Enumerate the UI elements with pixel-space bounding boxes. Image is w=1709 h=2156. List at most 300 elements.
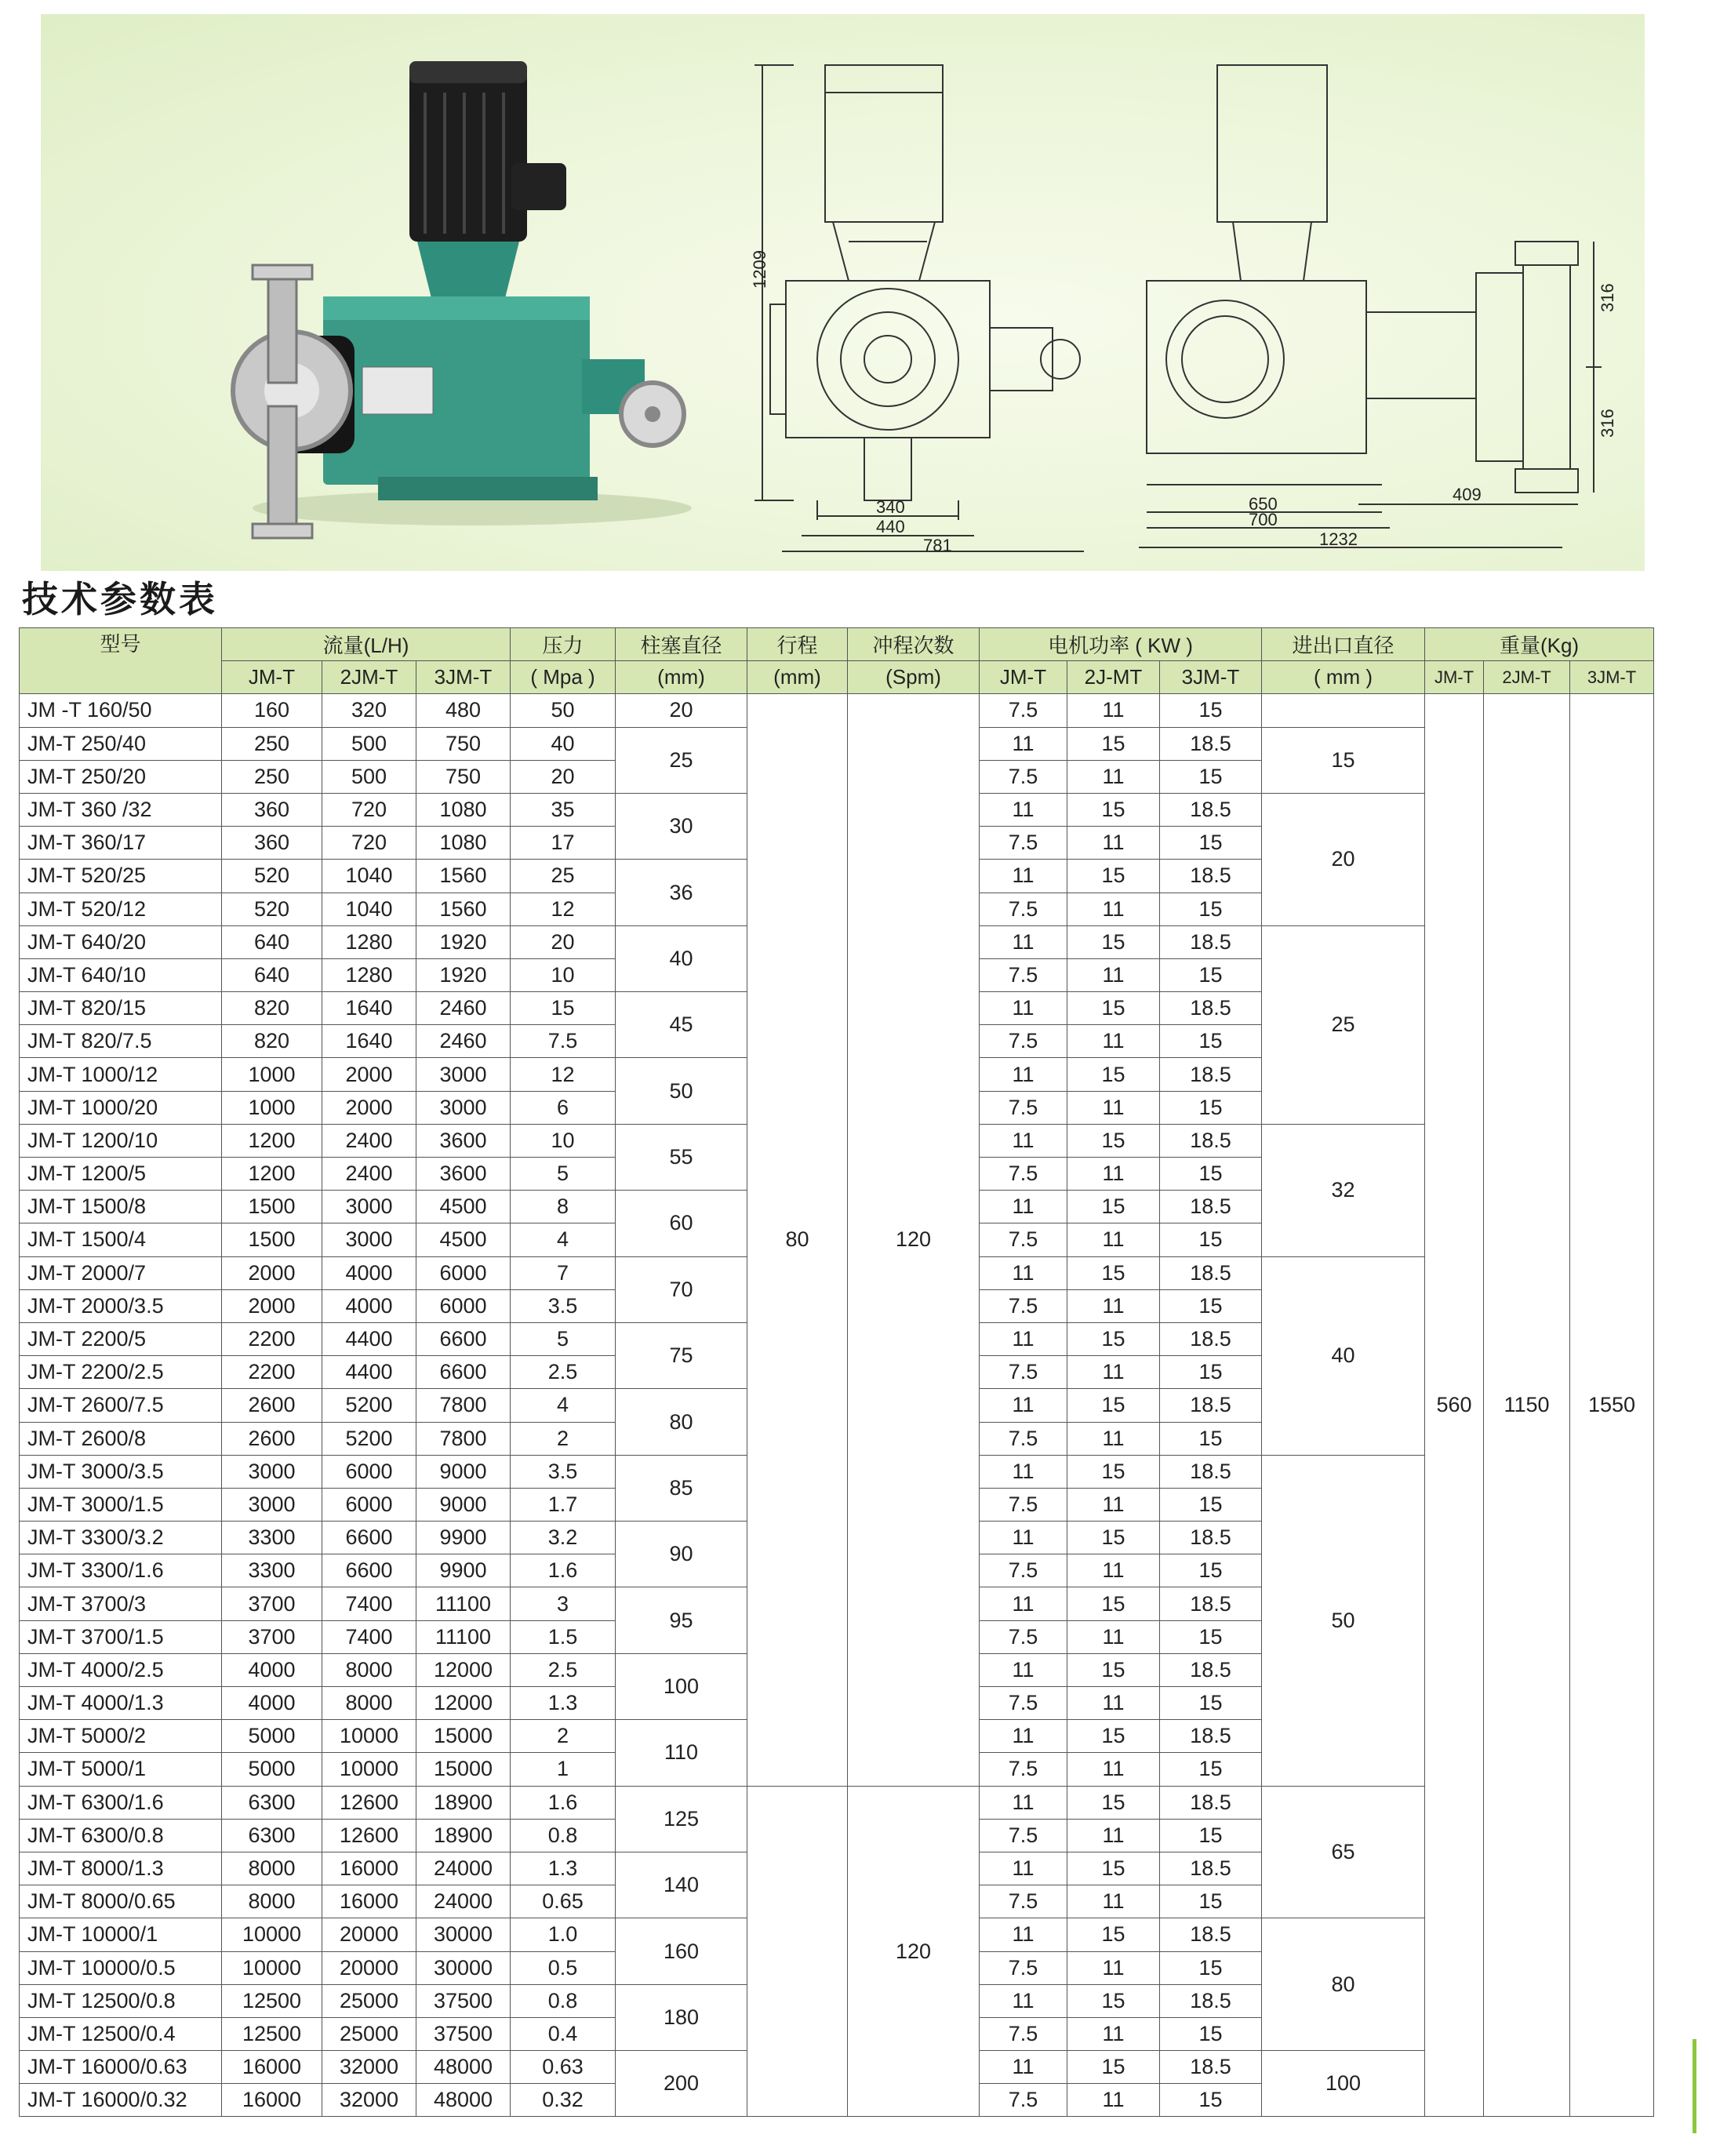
model-cell: JM-T 250/20 xyxy=(20,760,222,793)
motor-2jm-cell: 15 xyxy=(1067,1191,1160,1223)
pressure-cell: 1.7 xyxy=(511,1488,616,1521)
motor-jm-cell: 7.5 xyxy=(980,1488,1067,1521)
flow-3jm-cell: 1920 xyxy=(416,925,511,958)
motor-3jm-cell: 18.5 xyxy=(1160,992,1262,1025)
header-spm-unit: (Spm) xyxy=(848,661,980,694)
plunger-cell: 30 xyxy=(616,793,747,859)
header-motor-jm: JM-T xyxy=(980,661,1067,694)
motor-2jm-cell: 15 xyxy=(1067,1058,1160,1091)
motor-jm-cell: 11 xyxy=(980,860,1067,893)
model-cell: JM-T 250/40 xyxy=(20,727,222,760)
flow-jm-cell: 6300 xyxy=(222,1786,322,1819)
motor-jm-cell: 11 xyxy=(980,1322,1067,1355)
flow-2jm-cell: 720 xyxy=(322,793,416,826)
flow-2jm-cell: 3000 xyxy=(322,1223,416,1256)
spm-cell: 120 xyxy=(848,1786,980,2117)
model-cell: JM-T 640/20 xyxy=(20,925,222,958)
model-cell: JM-T 12500/0.4 xyxy=(20,2017,222,2050)
motor-2jm-cell: 15 xyxy=(1067,727,1160,760)
weight-jm-cell: 560 xyxy=(1425,694,1484,2117)
motor-3jm-cell: 18.5 xyxy=(1160,1522,1262,1554)
model-cell: JM-T 520/25 xyxy=(20,860,222,893)
motor-3jm-cell: 18.5 xyxy=(1160,1852,1262,1885)
pressure-cell: 1.5 xyxy=(511,1620,616,1653)
pressure-cell: 1.3 xyxy=(511,1687,616,1720)
flow-3jm-cell: 12000 xyxy=(416,1653,511,1686)
flow-jm-cell: 10000 xyxy=(222,1918,322,1951)
model-cell: JM-T 6300/1.6 xyxy=(20,1786,222,1819)
flow-jm-cell: 12500 xyxy=(222,1984,322,2017)
model-cell: JM-T 5000/2 xyxy=(20,1720,222,1753)
flow-jm-cell: 2000 xyxy=(222,1289,322,1322)
flow-3jm-cell: 48000 xyxy=(416,2051,511,2084)
dim-440: 440 xyxy=(876,517,905,536)
flow-jm-cell: 360 xyxy=(222,793,322,826)
motor-2jm-cell: 11 xyxy=(1067,1223,1160,1256)
model-cell: JM-T 3700/1.5 xyxy=(20,1620,222,1653)
table-row xyxy=(20,694,1654,727)
table-row xyxy=(20,1786,1654,1819)
pressure-cell: 6 xyxy=(511,1091,616,1124)
model-cell: JM-T 1500/4 xyxy=(20,1223,222,1256)
motor-jm-cell: 11 xyxy=(980,2051,1067,2084)
motor-2jm-cell: 15 xyxy=(1067,1256,1160,1289)
motor-jm-cell: 7.5 xyxy=(980,893,1067,925)
flow-jm-cell: 3700 xyxy=(222,1620,322,1653)
port-cell: 15 xyxy=(1262,727,1425,793)
flow-2jm-cell: 10000 xyxy=(322,1720,416,1753)
flow-3jm-cell: 3600 xyxy=(416,1158,511,1191)
plunger-cell: 85 xyxy=(616,1455,747,1521)
plunger-cell: 160 xyxy=(616,1918,747,1984)
flow-2jm-cell: 4000 xyxy=(322,1289,416,1322)
motor-3jm-cell: 15 xyxy=(1160,2017,1262,2050)
motor-3jm-cell: 15 xyxy=(1160,1753,1262,1786)
pressure-cell: 25 xyxy=(511,860,616,893)
flow-2jm-cell: 32000 xyxy=(322,2084,416,2117)
flow-2jm-cell: 6000 xyxy=(322,1488,416,1521)
plunger-cell: 110 xyxy=(616,1720,747,1786)
flow-2jm-cell: 4400 xyxy=(322,1322,416,1355)
plunger-cell: 80 xyxy=(616,1389,747,1455)
flow-3jm-cell: 24000 xyxy=(416,1852,511,1885)
motor-2jm-cell: 11 xyxy=(1067,760,1160,793)
motor-jm-cell: 11 xyxy=(980,1124,1067,1157)
motor-2jm-cell: 15 xyxy=(1067,793,1160,826)
plunger-cell: 95 xyxy=(616,1587,747,1653)
motor-2jm-cell: 11 xyxy=(1067,1091,1160,1124)
flow-2jm-cell: 2000 xyxy=(322,1091,416,1124)
motor-3jm-cell: 15 xyxy=(1160,1091,1262,1124)
motor-2jm-cell: 15 xyxy=(1067,1455,1160,1488)
flow-3jm-cell: 11100 xyxy=(416,1620,511,1653)
motor-2jm-cell: 11 xyxy=(1067,1753,1160,1786)
motor-2jm-cell: 15 xyxy=(1067,1720,1160,1753)
flow-jm-cell: 1500 xyxy=(222,1191,322,1223)
flow-3jm-cell: 1080 xyxy=(416,793,511,826)
flow-3jm-cell: 18900 xyxy=(416,1819,511,1852)
accent-bar xyxy=(1693,2039,1696,2133)
flow-2jm-cell: 1280 xyxy=(322,925,416,958)
pressure-cell: 5 xyxy=(511,1158,616,1191)
motor-3jm-cell: 15 xyxy=(1160,1885,1262,1918)
flow-jm-cell: 8000 xyxy=(222,1885,322,1918)
motor-jm-cell: 11 xyxy=(980,1918,1067,1951)
motor-3jm-cell: 18.5 xyxy=(1160,1720,1262,1753)
flow-jm-cell: 4000 xyxy=(222,1653,322,1686)
motor-3jm-cell: 15 xyxy=(1160,1687,1262,1720)
header-pressure-unit: ( Mpa ) xyxy=(511,661,616,694)
motor-2jm-cell: 11 xyxy=(1067,958,1160,991)
model-cell: JM-T 6300/0.8 xyxy=(20,1819,222,1852)
flow-3jm-cell: 6600 xyxy=(416,1356,511,1389)
flow-jm-cell: 16000 xyxy=(222,2051,322,2084)
motor-jm-cell: 11 xyxy=(980,1653,1067,1686)
motor-2jm-cell: 15 xyxy=(1067,2051,1160,2084)
flow-3jm-cell: 37500 xyxy=(416,2017,511,2050)
stroke-cell xyxy=(747,1786,848,2117)
motor-jm-cell: 11 xyxy=(980,1522,1067,1554)
motor-3jm-cell: 15 xyxy=(1160,1422,1262,1455)
flow-2jm-cell: 25000 xyxy=(322,1984,416,2017)
model-cell: JM-T 360 /32 xyxy=(20,793,222,826)
flow-3jm-cell: 9900 xyxy=(416,1522,511,1554)
header-port-unit: ( mm ) xyxy=(1262,661,1425,694)
flow-3jm-cell: 9000 xyxy=(416,1488,511,1521)
flow-jm-cell: 520 xyxy=(222,860,322,893)
motor-jm-cell: 11 xyxy=(980,1852,1067,1885)
motor-2jm-cell: 11 xyxy=(1067,694,1160,727)
pressure-cell: 12 xyxy=(511,1058,616,1091)
motor-jm-cell: 11 xyxy=(980,793,1067,826)
motor-jm-cell: 11 xyxy=(980,925,1067,958)
flow-3jm-cell: 750 xyxy=(416,727,511,760)
motor-jm-cell: 7.5 xyxy=(980,1091,1067,1124)
motor-2jm-cell: 11 xyxy=(1067,1885,1160,1918)
header-motor-2jm: 2J-MT xyxy=(1067,661,1160,694)
flow-2jm-cell: 12600 xyxy=(322,1819,416,1852)
flow-3jm-cell: 1560 xyxy=(416,860,511,893)
pump-photo xyxy=(174,38,715,555)
flow-jm-cell: 1000 xyxy=(222,1058,322,1091)
pressure-cell: 10 xyxy=(511,958,616,991)
flow-3jm-cell: 3000 xyxy=(416,1091,511,1124)
plunger-cell: 180 xyxy=(616,1984,747,2050)
motor-3jm-cell: 15 xyxy=(1160,2084,1262,2117)
motor-3jm-cell: 18.5 xyxy=(1160,2051,1262,2084)
motor-jm-cell: 7.5 xyxy=(980,1620,1067,1653)
header-plunger-unit: (mm) xyxy=(616,661,747,694)
port-cell: 20 xyxy=(1262,793,1425,925)
dim-650: 650 xyxy=(1249,494,1278,514)
header-flow-3jm: 3JM-T xyxy=(416,661,511,694)
motor-3jm-cell: 15 xyxy=(1160,958,1262,991)
port-cell: 32 xyxy=(1262,1124,1425,1256)
pressure-cell: 20 xyxy=(511,925,616,958)
flow-2jm-cell: 6600 xyxy=(322,1522,416,1554)
motor-3jm-cell: 18.5 xyxy=(1160,793,1262,826)
flow-2jm-cell: 25000 xyxy=(322,2017,416,2050)
flow-2jm-cell: 16000 xyxy=(322,1885,416,1918)
dim-409: 409 xyxy=(1453,485,1482,504)
flow-2jm-cell: 1640 xyxy=(322,992,416,1025)
motor-3jm-cell: 18.5 xyxy=(1160,1984,1262,2017)
motor-2jm-cell: 11 xyxy=(1067,1158,1160,1191)
motor-jm-cell: 11 xyxy=(980,1455,1067,1488)
motor-3jm-cell: 15 xyxy=(1160,1554,1262,1587)
flow-jm-cell: 1200 xyxy=(222,1124,322,1157)
flow-jm-cell: 2200 xyxy=(222,1356,322,1389)
motor-jm-cell: 7.5 xyxy=(980,1819,1067,1852)
flow-jm-cell: 520 xyxy=(222,893,322,925)
motor-3jm-cell: 15 xyxy=(1160,1223,1262,1256)
flow-jm-cell: 250 xyxy=(222,727,322,760)
motor-3jm-cell: 18.5 xyxy=(1160,1058,1262,1091)
header-pressure: 压力 xyxy=(511,628,616,661)
model-cell: JM-T 640/10 xyxy=(20,958,222,991)
flow-jm-cell: 8000 xyxy=(222,1852,322,1885)
motor-jm-cell: 7.5 xyxy=(980,1356,1067,1389)
flow-3jm-cell: 3000 xyxy=(416,1058,511,1091)
model-cell: JM-T 2600/7.5 xyxy=(20,1389,222,1422)
pressure-cell: 1.0 xyxy=(511,1918,616,1951)
model-cell: JM-T 2000/7 xyxy=(20,1256,222,1289)
pressure-cell: 17 xyxy=(511,827,616,860)
flow-jm-cell: 16000 xyxy=(222,2084,322,2117)
flow-jm-cell: 360 xyxy=(222,827,322,860)
port-cell: 100 xyxy=(1262,2051,1425,2117)
flow-2jm-cell: 500 xyxy=(322,760,416,793)
plunger-cell: 140 xyxy=(616,1852,747,1918)
header-flow-2jm: 2JM-T xyxy=(322,661,416,694)
flow-3jm-cell: 12000 xyxy=(416,1687,511,1720)
model-cell: JM-T 2200/5 xyxy=(20,1322,222,1355)
model-cell: JM-T 10000/1 xyxy=(20,1918,222,1951)
flow-2jm-cell: 720 xyxy=(322,827,416,860)
flow-2jm-cell: 2400 xyxy=(322,1158,416,1191)
plunger-cell: 20 xyxy=(616,694,747,727)
pressure-cell: 0.5 xyxy=(511,1951,616,1984)
motor-2jm-cell: 15 xyxy=(1067,925,1160,958)
model-cell: JM-T 8000/0.65 xyxy=(20,1885,222,1918)
plunger-cell: 75 xyxy=(616,1322,747,1388)
header-motor-3jm: 3JM-T xyxy=(1160,661,1262,694)
motor-2jm-cell: 11 xyxy=(1067,2084,1160,2117)
flow-3jm-cell: 4500 xyxy=(416,1191,511,1223)
dim-700: 700 xyxy=(1249,510,1278,529)
port-cell: 25 xyxy=(1262,925,1425,1124)
model-cell: JM-T 3300/1.6 xyxy=(20,1554,222,1587)
pressure-cell: 40 xyxy=(511,727,616,760)
flow-2jm-cell: 5200 xyxy=(322,1389,416,1422)
pressure-cell: 1.6 xyxy=(511,1786,616,1819)
motor-3jm-cell: 15 xyxy=(1160,1158,1262,1191)
flow-jm-cell: 160 xyxy=(222,694,322,727)
flow-3jm-cell: 11100 xyxy=(416,1587,511,1620)
flow-3jm-cell: 2460 xyxy=(416,992,511,1025)
motor-3jm-cell: 18.5 xyxy=(1160,1191,1262,1223)
model-cell: JM-T 10000/0.5 xyxy=(20,1951,222,1984)
motor-jm-cell: 7.5 xyxy=(980,1422,1067,1455)
flow-jm-cell: 5000 xyxy=(222,1753,322,1786)
dim-316-bottom: 316 xyxy=(1598,409,1617,438)
motor-3jm-cell: 18.5 xyxy=(1160,1124,1262,1157)
motor-3jm-cell: 18.5 xyxy=(1160,860,1262,893)
flow-2jm-cell: 32000 xyxy=(322,2051,416,2084)
flow-3jm-cell: 6000 xyxy=(416,1256,511,1289)
flow-jm-cell: 640 xyxy=(222,958,322,991)
motor-jm-cell: 7.5 xyxy=(980,827,1067,860)
flow-3jm-cell: 480 xyxy=(416,694,511,727)
model-cell: JM-T 3000/1.5 xyxy=(20,1488,222,1521)
model-cell: JM-T 1000/20 xyxy=(20,1091,222,1124)
model-cell: JM-T 1500/8 xyxy=(20,1191,222,1223)
pressure-cell: 3.5 xyxy=(511,1455,616,1488)
motor-3jm-cell: 18.5 xyxy=(1160,727,1262,760)
motor-3jm-cell: 18.5 xyxy=(1160,925,1262,958)
motor-3jm-cell: 15 xyxy=(1160,1488,1262,1521)
plunger-cell: 200 xyxy=(616,2051,747,2117)
spec-table-wrapper xyxy=(19,627,1654,2117)
flow-2jm-cell: 20000 xyxy=(322,1918,416,1951)
flow-jm-cell: 820 xyxy=(222,1025,322,1058)
flow-2jm-cell: 1040 xyxy=(322,860,416,893)
motor-jm-cell: 7.5 xyxy=(980,1885,1067,1918)
model-cell: JM-T 520/12 xyxy=(20,893,222,925)
motor-3jm-cell: 18.5 xyxy=(1160,1322,1262,1355)
header-motor: 电机功率 ( KW ) xyxy=(980,628,1262,661)
pressure-cell: 4 xyxy=(511,1389,616,1422)
motor-2jm-cell: 15 xyxy=(1067,1653,1160,1686)
pressure-cell: 1.6 xyxy=(511,1554,616,1587)
flow-jm-cell: 3000 xyxy=(222,1488,322,1521)
flow-3jm-cell: 15000 xyxy=(416,1720,511,1753)
flow-jm-cell: 3300 xyxy=(222,1554,322,1587)
flow-jm-cell: 6300 xyxy=(222,1819,322,1852)
motor-2jm-cell: 11 xyxy=(1067,1620,1160,1653)
motor-2jm-cell: 11 xyxy=(1067,1356,1160,1389)
flow-jm-cell: 3300 xyxy=(222,1522,322,1554)
flow-jm-cell: 10000 xyxy=(222,1951,322,1984)
flow-2jm-cell: 6600 xyxy=(322,1554,416,1587)
flow-3jm-cell: 9000 xyxy=(416,1455,511,1488)
pressure-cell: 0.8 xyxy=(511,1984,616,2017)
motor-2jm-cell: 15 xyxy=(1067,1124,1160,1157)
section-title: 技术参数表 xyxy=(22,578,218,620)
flow-jm-cell: 2600 xyxy=(222,1389,322,1422)
flow-jm-cell: 2000 xyxy=(222,1256,322,1289)
dim-781: 781 xyxy=(923,536,952,555)
motor-jm-cell: 7.5 xyxy=(980,1289,1067,1322)
pressure-cell: 35 xyxy=(511,793,616,826)
motor-2jm-cell: 11 xyxy=(1067,827,1160,860)
dim-340: 340 xyxy=(876,497,905,517)
motor-2jm-cell: 11 xyxy=(1067,1422,1160,1455)
flow-jm-cell: 4000 xyxy=(222,1687,322,1720)
header-row-2 xyxy=(20,661,1654,694)
flow-3jm-cell: 750 xyxy=(416,760,511,793)
motor-2jm-cell: 11 xyxy=(1067,1488,1160,1521)
motor-jm-cell: 11 xyxy=(980,1191,1067,1223)
dim-1232: 1232 xyxy=(1319,529,1358,549)
motor-3jm-cell: 15 xyxy=(1160,1620,1262,1653)
flow-jm-cell: 1000 xyxy=(222,1091,322,1124)
pressure-cell: 20 xyxy=(511,760,616,793)
flow-3jm-cell: 30000 xyxy=(416,1951,511,1984)
flow-2jm-cell: 500 xyxy=(322,727,416,760)
pressure-cell: 3.5 xyxy=(511,1289,616,1322)
motor-2jm-cell: 11 xyxy=(1067,893,1160,925)
dim-316-top: 316 xyxy=(1598,283,1617,312)
pressure-cell: 5 xyxy=(511,1322,616,1355)
pressure-cell: 2 xyxy=(511,1422,616,1455)
model-cell: JM-T 16000/0.32 xyxy=(20,2084,222,2117)
model-cell: JM-T 16000/0.63 xyxy=(20,2051,222,2084)
motor-3jm-cell: 15 xyxy=(1160,893,1262,925)
plunger-cell: 90 xyxy=(616,1522,747,1587)
header-port: 进出口直径 xyxy=(1262,628,1425,661)
motor-3jm-cell: 15 xyxy=(1160,827,1262,860)
model-cell: JM-T 2200/2.5 xyxy=(20,1356,222,1389)
flow-2jm-cell: 20000 xyxy=(322,1951,416,1984)
motor-2jm-cell: 15 xyxy=(1067,1984,1160,2017)
motor-2jm-cell: 15 xyxy=(1067,1389,1160,1422)
port-cell: 80 xyxy=(1262,1918,1425,2051)
flow-jm-cell: 12500 xyxy=(222,2017,322,2050)
motor-jm-cell: 7.5 xyxy=(980,2017,1067,2050)
pressure-cell: 3 xyxy=(511,1587,616,1620)
flow-jm-cell: 5000 xyxy=(222,1720,322,1753)
motor-2jm-cell: 11 xyxy=(1067,1289,1160,1322)
flow-3jm-cell: 30000 xyxy=(416,1918,511,1951)
plunger-cell: 25 xyxy=(616,727,747,793)
header-spm: 冲程次数 xyxy=(848,628,980,661)
flow-3jm-cell: 6600 xyxy=(416,1322,511,1355)
flow-3jm-cell: 4500 xyxy=(416,1223,511,1256)
motor-3jm-cell: 18.5 xyxy=(1160,1389,1262,1422)
motor-3jm-cell: 18.5 xyxy=(1160,1256,1262,1289)
motor-2jm-cell: 11 xyxy=(1067,1554,1160,1587)
flow-2jm-cell: 3000 xyxy=(322,1191,416,1223)
flow-3jm-cell: 6000 xyxy=(416,1289,511,1322)
model-cell: JM-T 2600/8 xyxy=(20,1422,222,1455)
flow-jm-cell: 2200 xyxy=(222,1322,322,1355)
motor-3jm-cell: 18.5 xyxy=(1160,1786,1262,1819)
flow-2jm-cell: 7400 xyxy=(322,1620,416,1653)
stroke-cell: 80 xyxy=(747,694,848,1786)
model-cell: JM-T 3700/3 xyxy=(20,1587,222,1620)
flow-2jm-cell: 5200 xyxy=(322,1422,416,1455)
flow-2jm-cell: 1280 xyxy=(322,958,416,991)
pressure-cell: 8 xyxy=(511,1191,616,1223)
flow-2jm-cell: 2400 xyxy=(322,1124,416,1157)
header-row-1 xyxy=(20,628,1654,661)
model-cell: JM-T 360/17 xyxy=(20,827,222,860)
flow-3jm-cell: 3600 xyxy=(416,1124,511,1157)
motor-jm-cell: 7.5 xyxy=(980,958,1067,991)
flow-3jm-cell: 18900 xyxy=(416,1786,511,1819)
plunger-cell: 70 xyxy=(616,1256,747,1322)
motor-3jm-cell: 15 xyxy=(1160,1951,1262,1984)
port-cell: 50 xyxy=(1262,1455,1425,1786)
motor-jm-cell: 7.5 xyxy=(980,1554,1067,1587)
spec-table-body xyxy=(20,694,1654,2117)
model-cell: JM-T 820/7.5 xyxy=(20,1025,222,1058)
flow-2jm-cell: 320 xyxy=(322,694,416,727)
motor-jm-cell: 7.5 xyxy=(980,1951,1067,1984)
model-cell: JM-T 820/15 xyxy=(20,992,222,1025)
motor-jm-cell: 11 xyxy=(980,1587,1067,1620)
